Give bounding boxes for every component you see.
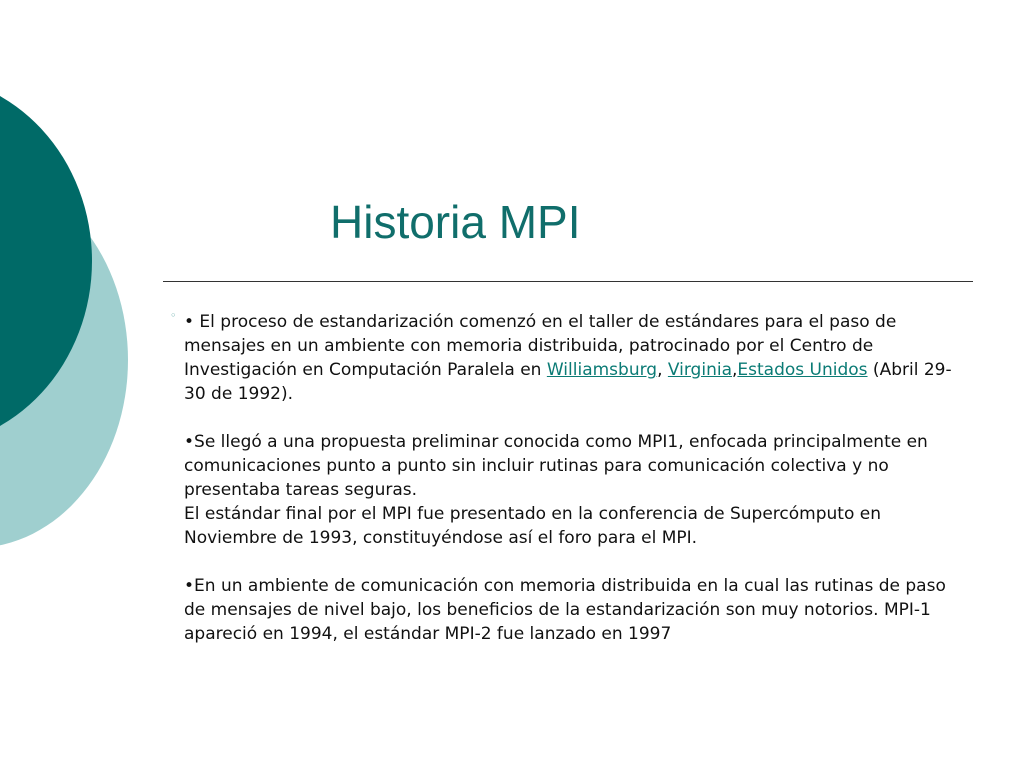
link-williamsburg[interactable]: Williamsburg [546, 360, 658, 380]
separator: , [657, 360, 668, 380]
paragraph-gap [184, 406, 954, 430]
paragraph-standardization-start [184, 310, 954, 406]
paragraph-final-standard: El estándar final por el MPI fue presentado en la conferencia de Supercómputo en Noviembre de 1993, constituyéndose así el foro para el MPI. [184, 504, 881, 548]
slide-body [184, 310, 954, 646]
bullet-marker-icon: ◦ [170, 309, 177, 322]
paragraph-benefits: •En un ambiente de comunicación con memoria distribuida en la cual las rutinas de paso de mensajes de nivel bajo, los beneficios de la estandarización son muy notorios. MPI-1 apareció en 1994, el estándar MPI-2 fue lanzado en 1997 [184, 576, 946, 644]
slide-title: Historia MPI [330, 196, 581, 248]
link-estados-unidos[interactable]: Estados Unidos [737, 360, 868, 380]
paragraph-tail: (Abril 29-30 de 1992). [184, 360, 952, 404]
title-divider [163, 281, 973, 282]
paragraph-gap [184, 550, 954, 574]
paragraph-mpi1-proposal: •Se llegó a una propuesta preliminar conocida como MPI1, enfocada principalmente en comunicaciones punto a punto sin incluir rutinas para comunicación colectiva y no presentaba tareas seguras. [184, 432, 928, 500]
separator: , [732, 360, 738, 380]
paragraph-text: • El proceso de estandarización comenzó en el taller de estándares para el paso de mensajes en un ambiente con memoria distribuida, patrocinado por el Centro de Investigación en Computación Paralela en [184, 312, 897, 380]
link-virginia[interactable]: Virginia [667, 360, 732, 380]
